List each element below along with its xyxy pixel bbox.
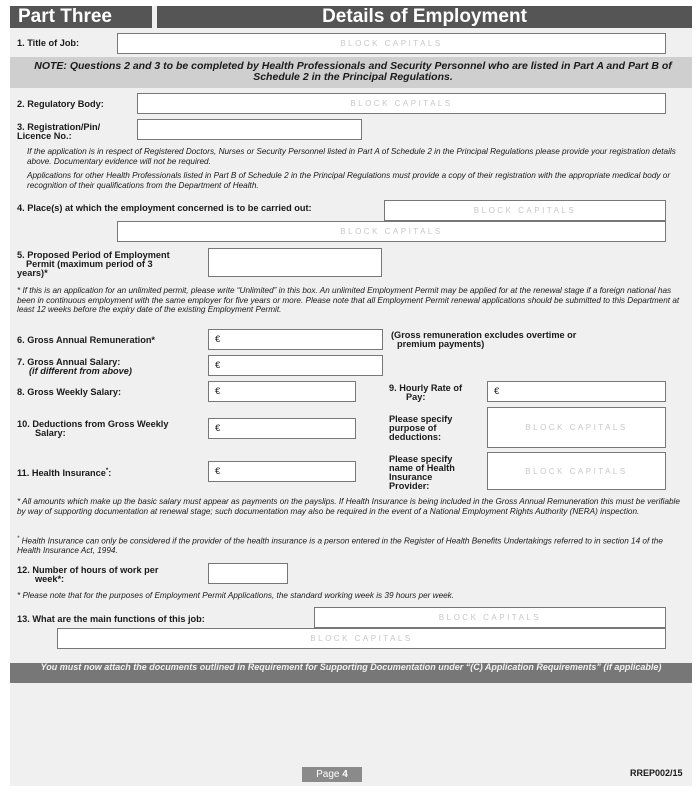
q6-label: 6. Gross Annual Remuneration*	[17, 335, 156, 345]
section-title: Details of Employment	[157, 6, 692, 28]
q11-specify-line2: name of Health	[389, 463, 455, 473]
q11-specify-line4: Provider:	[389, 481, 430, 491]
q1-label: 1. Title of Job:	[17, 38, 80, 48]
q11-label: 11. Health Insurance*:	[17, 468, 112, 479]
job-title-input[interactable]: BLOCK CAPITALS	[117, 33, 666, 54]
health-insurance-note: * Health Insurance can only be considered if the provider of the health insurance is a person entered in the Register of Health Benefits Undertakings referred to in section 14 of the Health Insurance Act, 1994.	[17, 536, 663, 556]
euro-symbol: €	[215, 386, 221, 397]
gross-annual-remuneration-input[interactable]	[208, 329, 383, 350]
q10-label-line2: Salary:	[35, 428, 66, 438]
q5-label-line1: 5. Proposed Period of Employment	[17, 250, 170, 260]
q9-label-line1: 9. Hourly Rate of	[389, 383, 463, 393]
q7-label: 7. Gross Annual Salary:	[17, 357, 121, 367]
q8-label: 8. Gross Weekly Salary:	[17, 387, 122, 397]
q3-note-doctors: If the application is in respect of Registered Doctors, Nurses or Security Personnel listed in Part A of Schedule 2 in the Principal Regulations please provide your registration details above. Documentary evidence will not be required.	[27, 147, 676, 166]
gross-weekly-salary-input[interactable]	[208, 381, 356, 402]
gross-annual-salary-input[interactable]	[208, 355, 383, 376]
health-insurance-input[interactable]	[208, 461, 356, 482]
euro-symbol: €	[215, 466, 221, 477]
euro-symbol: €	[494, 386, 500, 397]
euro-symbol: €	[215, 334, 221, 345]
note-text: NOTE: Questions 2 and 3 to be completed by Health Professionals and Security Personnel who are listed in Part A and Part B of Schedule 2 in the Principal Regulations.	[34, 60, 672, 83]
euro-symbol: €	[215, 423, 221, 434]
q4-label: 4. Place(s) at which the employment concerned is to be carried out:	[17, 203, 312, 213]
part-heading: Part Three	[10, 6, 152, 28]
q3-note-other-professionals: Applications for other Health Professionals listed in Part B of Schedule 2 in the Principal Regulations must provide a copy of their registration with the appropriate medical body or recognition of their qualifications from the Department of Health.	[27, 171, 671, 190]
q5-label-line3: years)*	[17, 268, 48, 278]
q12-note: * Please note that for the purposes of Employment Permit Applications, the standard working week is 39 hours per week.	[17, 591, 455, 600]
q13-label: 13. What are the main functions of this job:	[17, 614, 205, 624]
permit-period-input[interactable]	[208, 248, 382, 277]
deductions-purpose-input[interactable]: BLOCK CAPITALS	[487, 407, 666, 448]
q12-label-line2: week*:	[35, 574, 65, 584]
page-number-tab: Page 4	[302, 767, 362, 782]
q6-note-line1: (Gross remuneration excludes overtime or	[391, 330, 577, 340]
amounts-note: * All amounts which make up the basic salary must appear as payments on the payslips. If Health Insurance is being included in the Gross Annual Remuneration this must be verifiable by way of supporting documentation at renewal stage; such documentation may also be required in the event of a National Employment Rights Authority (NERA) inspection.	[17, 497, 680, 516]
place-of-employment-input-2[interactable]: BLOCK CAPITALS	[117, 221, 666, 242]
form-code: RREP002/15	[630, 768, 683, 778]
q7-sublabel: (if different from above)	[29, 366, 132, 376]
main-functions-input-1[interactable]: BLOCK CAPITALS	[314, 607, 666, 628]
q2-label: 2. Regulatory Body:	[17, 99, 104, 109]
place-of-employment-input-1[interactable]: BLOCK CAPITALS	[384, 200, 666, 221]
q11-specify-line1: Please specify	[389, 454, 453, 464]
health-insurance-provider-input[interactable]: BLOCK CAPITALS	[487, 452, 666, 490]
q3-label-line2: Licence No.:	[17, 131, 72, 141]
q3-label-line1: 3. Registration/Pin/	[17, 122, 101, 132]
hours-per-week-input[interactable]	[208, 563, 288, 584]
q12-label-line1: 12. Number of hours of work per	[17, 565, 159, 575]
main-functions-input-2[interactable]: BLOCK CAPITALS	[57, 628, 666, 649]
deductions-input[interactable]	[208, 418, 356, 439]
q5-label-line2: Permit (maximum period of 3	[26, 259, 153, 269]
q10-specify-line1: Please specify	[389, 414, 453, 424]
q10-specify-line3: deductions:	[389, 432, 442, 442]
regulatory-body-input[interactable]: BLOCK CAPITALS	[137, 93, 666, 114]
q9-label-line2: Pay:	[406, 392, 426, 402]
q10-label-line1: 10. Deductions from Gross Weekly	[17, 419, 169, 429]
hourly-rate-input[interactable]	[487, 381, 666, 402]
q10-specify-line2: purpose of	[389, 423, 437, 433]
registration-number-input[interactable]	[137, 119, 362, 140]
euro-symbol: €	[215, 360, 221, 371]
q5-note: * If this is an application for an unlimited permit, please write “Unlimited” in this box. An unlimited Employment Permit may be applied for at the renewal stage if a foreign national has been in continuous employment with the same employer for five years or more. Please note that all Employment Permit renewal applications should be submitted to this Department at least 12 weeks before the expiry date of the existing Employment Permit.	[17, 286, 680, 314]
supporting-docs-banner: You must now attach the documents outlined in Requirement for Supporting Documentation under “(C) Application Requirements” (if applicable)	[10, 663, 692, 683]
q6-note-line2: premium payments)	[397, 339, 485, 349]
q11-specify-line3: Insurance	[389, 472, 433, 482]
